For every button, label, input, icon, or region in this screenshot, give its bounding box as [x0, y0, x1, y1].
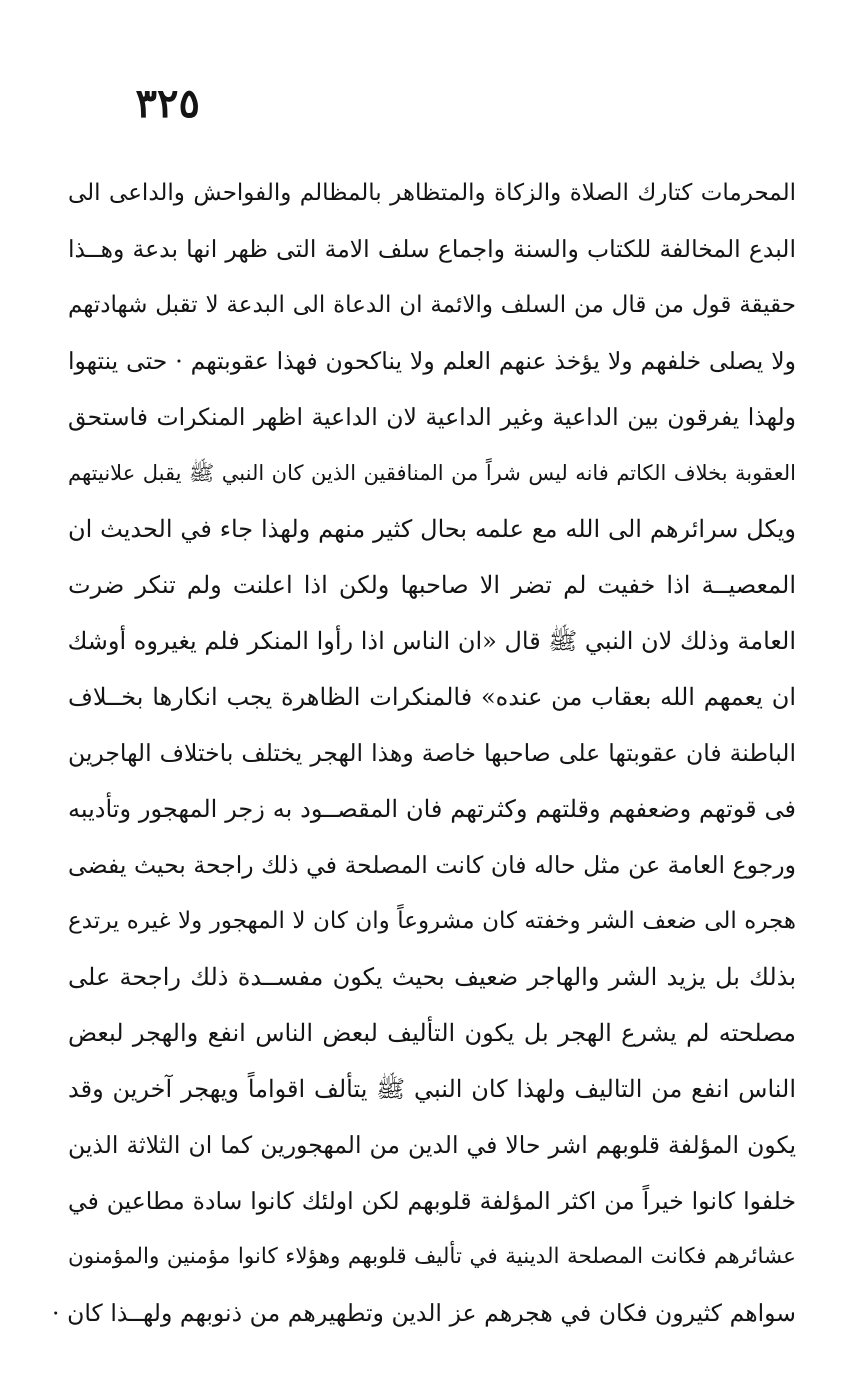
- text-line: الباطنة فان عقوبتها على صاحبها خاصة وهذا الهجر يختلف باختلاف الهاجرين: [68, 739, 796, 767]
- text-line: خلفوا كانوا خيراً من اكثر المؤلفة قلوبهم لكن اولئك كانوا سادة مطاعين في: [68, 1187, 796, 1215]
- text-line: بذلك بل يزيد الشر والهاجر ضعيف بحيث يكون مفســدة ذلك راجحة على: [68, 963, 796, 991]
- text-line: العامة وذلك لان النبي ﷺ قال «ان الناس اذا رأوا المنكر فلم يغيروه أوشك: [68, 627, 796, 655]
- text-line: عشائرهم فكانت المصلحة الدينية في تأليف قلوبهم وهؤلاء كانوا مؤمنين والمؤمنون: [68, 1244, 796, 1269]
- text-line: ويكل سرائرهم الى الله مع علمه بحال كثير منهم ولهذا جاء في الحديث ان: [68, 515, 796, 543]
- text-line: الناس انفع من التاليف ولهذا كان النبي ﷺ يتألف اقواماً ويهجر آخرين وقد: [68, 1075, 796, 1103]
- text-line: البدع المخالفة للكتاب والسنة واجماع سلف الامة التى ظهر انها بدعة وهــذا: [68, 235, 796, 263]
- text-line: ولا يصلى خلفهم ولا يؤخذ عنهم العلم ولا يناكحون فهذا عقوبتهم · حتى ينتهوا: [68, 347, 796, 375]
- body-text: [52, 165, 796, 1341]
- text-line: يكون المؤلفة قلوبهم اشر حالا في الدين من المهجورين كما ان الثلاثة الذين: [68, 1131, 796, 1159]
- text-line: فى قوتهم وضعفهم وقلتهم وكثرتهم فان المقصــود به زجر المهجور وتأديبه: [68, 795, 796, 823]
- text-line: سواهم كثيرون فكان في هجرهم عز الدين وتطهيرهم من ذنوبهم ولهــذا كان ·: [52, 1299, 796, 1327]
- text-line: هجره الى ضعف الشر وخفته كان مشروعاً وان كان لا المهجور ولا غيره يرتدع: [68, 908, 796, 934]
- text-line: مصلحته لم يشرع الهجر بل يكون التأليف لبعض الناس انفع والهجر لبعض: [68, 1019, 796, 1047]
- text-line: المعصيــة اذا خفيت لم تضر الا صاحبها ولكن اذا اعلنت ولم تنكر ضرت: [68, 571, 796, 599]
- text-line: العقوبة بخلاف الكاتم فانه ليس شراً من المنافقين الذين كان النبي ﷺ يقبل علانيتهم: [68, 461, 796, 485]
- page-number: ٣٢٥: [135, 80, 200, 127]
- text-line: حقيقة قول من قال من السلف والائمة ان الدعاة الى البدعة لا تقبل شهادتهم: [68, 292, 796, 318]
- text-line: ان يعمهم الله بعقاب من عنده» فالمنكرات الظاهرة يجب انكارها بخــلاف: [68, 683, 796, 711]
- text-line: ولهذا يفرقون بين الداعية وغير الداعية لان الداعية اظهر المنكرات فاستحق: [68, 403, 796, 431]
- text-line: ورجوع العامة عن مثل حاله فان كانت المصلحة في ذلك راجحة بحيث يفضى: [68, 851, 796, 879]
- text-line: المحرمات كتارك الصلاة والزكاة والمتظاهر بالمظالم والفواحش والداعى الى: [68, 180, 796, 206]
